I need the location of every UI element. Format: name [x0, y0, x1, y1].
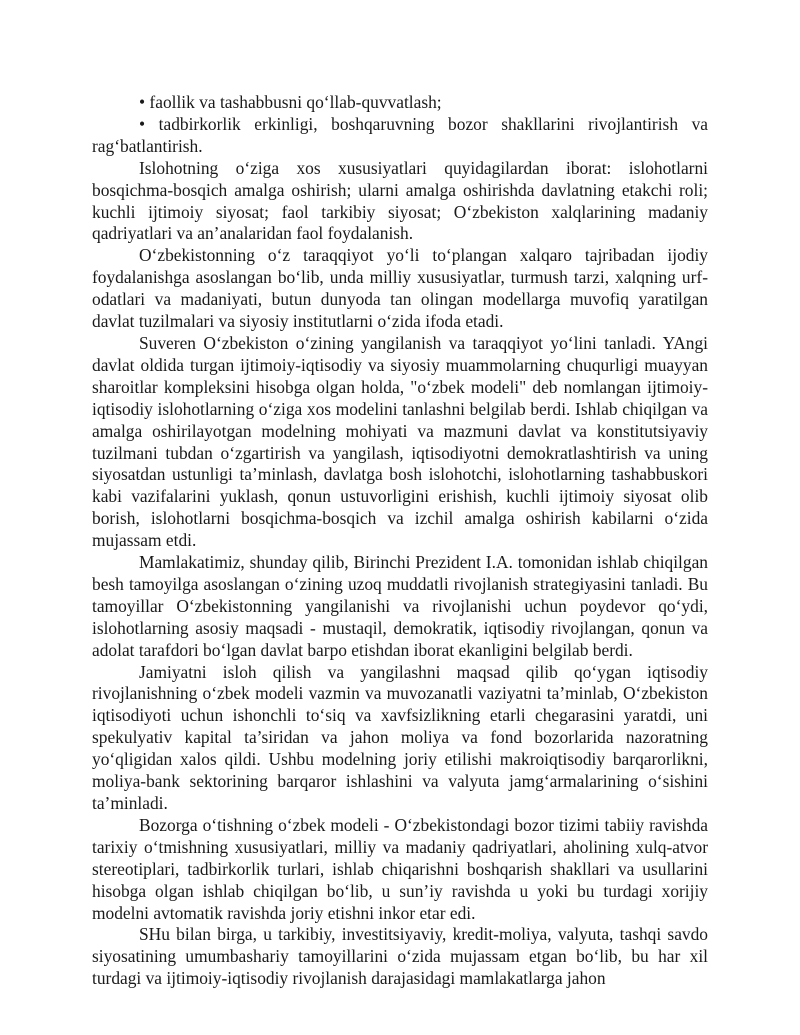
body-paragraph: O‘zbekistonning o‘z taraqqiyot yo‘li to‘plangan xalqaro tajribadan ijodiy foydalanishga asoslangan bo‘lib, unda milliy xususiyatlar, turmush tarzi, xalqning urf-odatlari va madaniyati, butun dunyoda tan olingan modellarga muvofiq yaratilgan davlat tuzilmalari va siyosiy institutlarni o‘zida ifoda etadi. — [92, 245, 708, 332]
body-paragraph: Jamiyatni isloh qilish va yangilashni maqsad qilib qo‘ygan iqtisodiy rivojlanishning o‘zbek modeli vazmin va muvozanatli vaziyatni ta’minlab, O‘zbekiston iqtisodiyoti uchun ishonchli to‘siq va xavfsizlikning etarli chegarasini yaratdi, uni spekulyativ kapital ta’siridan va jahon moliya va fond bozorlarida nazoratning yo‘qligidan xalos qildi. Ushbu modelning joriy etilishi makroiqtisodiy barqarorlikni, moliya-bank sektorining barqaror ishlashini va valyuta jamg‘armalarining o‘sishini ta’minladi. — [92, 661, 708, 813]
document-page — [92, 92, 708, 990]
body-paragraph: Suveren O‘zbekiston o‘zining yangilanish va taraqqiyot yo‘lini tanladi. YAngi davlat oldida turgan ijtimoiy-iqtisodiy va siyosiy muammolarning chuqurligi muayyan sharoitlar kompleksini hisobga olgan holda, "o‘zbek modeli" deb nomlangan ijtimoiy-iqtisodiy islohotlarning o‘ziga xos modelini tanlashni belgilab berdi. Ishlab chiqilgan va amalga oshirilayotgan modelning mohiyati va mazmuni davlat va konstitutsiyaviy tuzilmani tubdan o‘zgartirish va yangilash, iqtisodiyotni demokratlashtirish va uning siyosatdan ustunligi ta’minlash, davlatga bosh islohotchi, islohotlarning tashabbuskori kabi vazifalarini yuklash, qonun ustuvorligini erishish, kuchli ijtimoiy siyosat olib borish, islohotlarni bosqichma-bosqich va izchil amalga oshirish kabilarni o‘zida mujassam etdi. — [92, 332, 708, 551]
body-paragraph: SHu bilan birga, u tarkibiy, investitsiyaviy, kredit-moliya, valyuta, tashqi savdo siyosatining umumbashariy tamoyillarini o‘zida mujassam etgan bo‘lib, bu har xil turdagi va ijtimoiy-iqtisodiy rivojlanish darajasidagi mamlakatlarga jahon — [92, 924, 708, 989]
bullet-paragraph: • tadbirkorlik erkinligi, boshqaruvning bozor shakllarini rivojlantirish va rag‘batlantirish. — [92, 113, 708, 156]
body-paragraph: Islohotning o‘ziga xos xususiyatlari quyidagilardan iborat: islohotlarni bosqichma-bosqich amalga oshirish; ularni amalga oshirishda davlatning etakchi roli; kuchli ijtimoiy siyosat; faol tarkibiy siyosat; O‘zbekiston xalqlarining madaniy qadriyatlari va an’analaridan faol foydalanish. — [92, 157, 708, 244]
body-paragraph: Bozorga o‘tishning o‘zbek modeli - O‘zbekistondagi bozor tizimi tabiiy ravishda tarixiy o‘tmishning xususiyatlari, milliy va madaniy qadriyatlari, aholining xulq-atvor stereotiplari, tadbirkorlik turlari, ishlab chiqarishni boshqarish shakllari va usullarini hisobga olgan ishlab chiqilgan bo‘lib, u sun’iy ravishda u yoki bu turdagi xorijiy modelni avtomatik ravishda joriy etishni inkor etar edi. — [92, 814, 708, 923]
bullet-paragraph: • faollik va tashabbusni qo‘llab-quvvatlash; — [139, 92, 442, 112]
body-paragraph: Mamlakatimiz, shunday qilib, Birinchi Prezident I.A. tomonidan ishlab chiqilgan besh tamoyilga asoslangan o‘zining uzoq muddatli rivojlanish strategiyasini tanladi. Bu tamoyillar O‘zbekistonning yangilanishi va rivojlanishi uchun poydevor qo‘ydi, islohotlarning asosiy maqsadi - mustaqil, demokratik, iqtisodiy rivojlangan, qonun va adolat tarafdori bo‘lgan davlat barpo etishdan iborat ekanligini belgilab berdi. — [92, 552, 708, 660]
